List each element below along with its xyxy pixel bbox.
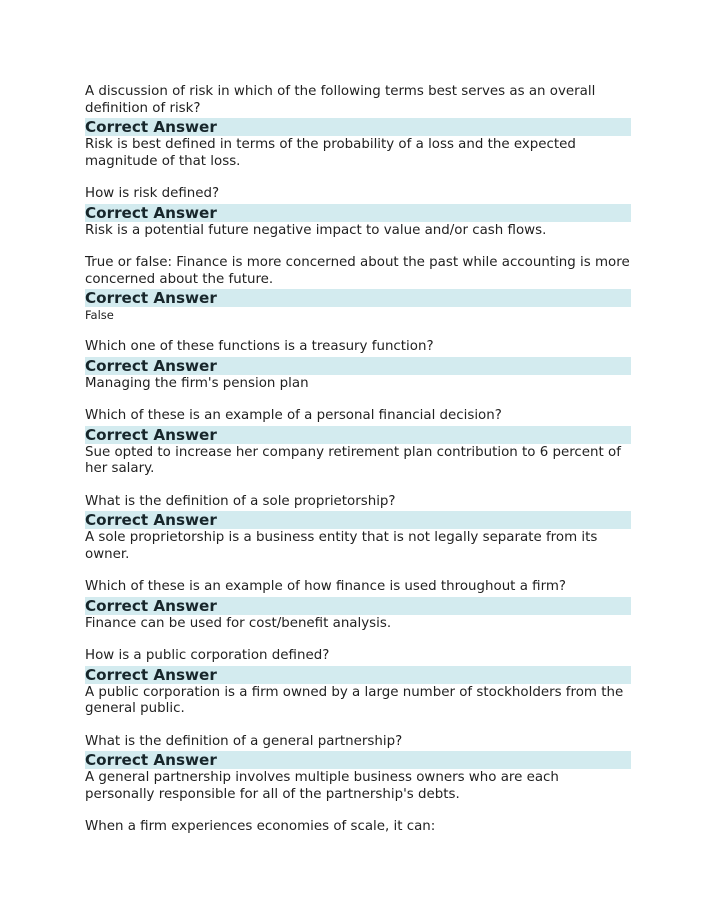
answer-text: Finance can be used for cost/benefit analysis. (85, 615, 392, 631)
qa-item (85, 648, 631, 718)
question-text: Which one of these functions is a treasury function? (85, 339, 434, 354)
question-text: True or false: Finance is more concerned about the past while accounting is more concerned about the future. (85, 255, 630, 287)
answer-text: A sole proprietorship is a business entity that is not legally separate from its owner. (85, 530, 598, 562)
answer-text: A public corporation is a firm owned by a large number of stockholders from the general public. (85, 684, 624, 716)
question-text: When a firm experiences economies of scale, it can: (85, 819, 436, 834)
question-text: How is a public corporation defined? (85, 648, 330, 663)
answer-text: A general partnership involves multiple business owners who are each personally responsible for all of the partnership's debts. (85, 770, 559, 802)
answer-text: Managing the firm's pension plan (85, 375, 309, 391)
answer-text: False (85, 308, 114, 322)
answer-text: Sue opted to increase her company retirement plan contribution to 6 percent of her salary. (85, 444, 621, 476)
answer-text: Risk is a potential future negative impact to value and/or cash flows. (85, 222, 547, 238)
qa-item (85, 186, 631, 239)
answer-text: Risk is best defined in terms of the probability of a loss and the expected magnitude of that loss. (85, 137, 576, 169)
question-text: Which of these is an example of how finance is used throughout a firm? (85, 579, 567, 594)
correct-answer-label: Correct Answer (85, 357, 631, 375)
qa-item (85, 734, 631, 804)
correct-answer-label: Correct Answer (85, 118, 631, 136)
qa-item (85, 819, 631, 836)
correct-answer-label: Correct Answer (85, 751, 631, 769)
qa-item (85, 408, 631, 478)
correct-answer-label: Correct Answer (85, 426, 631, 444)
question-text: Which of these is an example of a personal financial decision? (85, 408, 502, 423)
document-page (85, 84, 631, 836)
question-text: How is risk defined? (85, 186, 220, 201)
correct-answer-label: Correct Answer (85, 289, 631, 307)
qa-item (85, 255, 631, 323)
question-text: What is the definition of a sole proprietorship? (85, 493, 396, 509)
qa-item (85, 84, 631, 170)
correct-answer-label: Correct Answer (85, 597, 631, 615)
question-text: What is the definition of a general partnership? (85, 733, 403, 749)
qa-item (85, 494, 631, 564)
qa-item (85, 339, 631, 392)
qa-item (85, 579, 631, 632)
question-text: A discussion of risk in which of the following terms best serves as an overall definition of risk? (85, 84, 596, 116)
correct-answer-label: Correct Answer (85, 511, 631, 529)
correct-answer-label: Correct Answer (85, 204, 631, 222)
correct-answer-label: Correct Answer (85, 666, 631, 684)
